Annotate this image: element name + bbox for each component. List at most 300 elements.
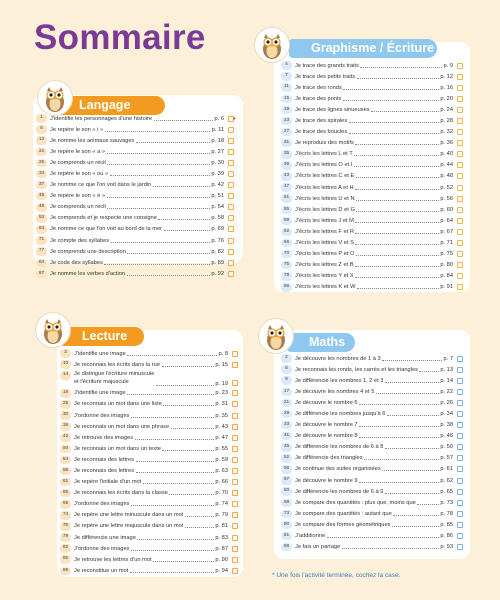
list-item xyxy=(60,532,238,543)
checkbox[interactable] xyxy=(457,262,463,268)
dotted-leader xyxy=(185,527,214,528)
checkbox[interactable] xyxy=(457,367,463,373)
activity-label: Je reconnais des lettres xyxy=(74,467,135,474)
activity-number: 34 xyxy=(36,170,47,179)
page-number: p. 76 xyxy=(211,237,224,244)
checkbox[interactable] xyxy=(232,501,238,507)
checkbox[interactable] xyxy=(457,433,463,439)
dotted-leader xyxy=(385,448,439,449)
list-item xyxy=(36,235,234,246)
checkbox[interactable] xyxy=(228,204,234,210)
dotted-leader xyxy=(130,572,214,573)
checkbox[interactable] xyxy=(457,185,463,191)
list-item xyxy=(60,410,238,421)
activity-number: 25 xyxy=(36,159,47,168)
page-number: p. 18 xyxy=(211,137,224,144)
list-item xyxy=(281,364,463,375)
page-number: p. 69 xyxy=(211,226,224,233)
activity-number: 79 xyxy=(281,272,292,281)
activity-label: J'écris les lettres V et S xyxy=(295,240,354,247)
activity-label: J'écris les lettres O et I xyxy=(295,162,353,169)
activity-number: 65 xyxy=(60,489,71,498)
activity-label: J'écris les lettres L et T xyxy=(295,151,353,158)
activity-label-line: et l'écriture majuscule xyxy=(74,378,129,385)
activity-label: Je compare des quantités : autant que xyxy=(295,510,392,517)
page-number: p. 67 xyxy=(440,228,453,235)
checkbox[interactable] xyxy=(457,522,463,528)
checkbox[interactable] xyxy=(457,444,463,450)
page-number: p. 81 xyxy=(215,523,228,530)
checkbox[interactable] xyxy=(457,411,463,417)
activity-label: J'écris les lettres U et N xyxy=(295,195,355,202)
page-number: p. 60 xyxy=(440,206,453,213)
dotted-leader xyxy=(110,175,210,176)
dotted-leader xyxy=(354,166,439,167)
checkbox[interactable] xyxy=(457,63,463,69)
activity-label: Je reconnais les écrits dans la classe xyxy=(74,490,168,497)
activity-label: J'écris les lettres K et W xyxy=(295,284,356,291)
activity-number: 22 xyxy=(36,148,47,157)
list-item xyxy=(60,432,238,443)
checkbox[interactable] xyxy=(457,273,463,279)
page-number: p. 35 xyxy=(215,412,228,419)
page-number: p. 73 xyxy=(440,499,453,506)
dotted-leader xyxy=(127,253,209,254)
dotted-leader xyxy=(355,144,439,145)
checkbox[interactable] xyxy=(457,85,463,91)
activity-label: Je différencie les nombres jusqu'à 6 xyxy=(295,411,386,418)
activity-number: 11 xyxy=(281,83,292,92)
dotted-leader xyxy=(169,494,213,495)
list-item xyxy=(281,238,463,249)
page-number: p. 12 xyxy=(440,73,453,80)
page-number: p. 16 xyxy=(440,84,453,91)
page-number: p. 82 xyxy=(211,248,224,255)
page-number: p. 9 xyxy=(443,62,453,69)
checkbox[interactable] xyxy=(228,238,234,244)
activity-label: Je nomme ce que l'on voit dans le jardin xyxy=(50,182,152,189)
maths-header: Maths xyxy=(287,333,355,352)
page-number: p. 31 xyxy=(215,401,228,408)
footnote: * Une fois l'activité terminée, cochez la case. xyxy=(272,572,401,579)
list-item xyxy=(36,124,234,135)
activity-label: J'écris les lettres Y et X xyxy=(295,273,354,280)
dotted-leader xyxy=(355,244,438,245)
activity-number: 59 xyxy=(281,217,292,226)
activity-label: Je trace des boucles xyxy=(295,129,348,136)
dotted-leader xyxy=(355,233,438,234)
activity-label: J'identifie les personnages d'une histoire xyxy=(50,115,153,122)
checkbox[interactable] xyxy=(457,240,463,246)
checkbox[interactable] xyxy=(457,118,463,124)
list-item xyxy=(281,82,463,93)
checkbox[interactable] xyxy=(457,129,463,135)
activity-label: Je reconnais des lettres xyxy=(74,456,135,463)
dotted-leader xyxy=(135,439,214,440)
list-item xyxy=(281,453,463,464)
dotted-leader xyxy=(136,472,214,473)
list-item xyxy=(281,386,463,397)
page-number: p. 27 xyxy=(211,148,224,155)
dotted-leader xyxy=(385,493,439,494)
checkbox[interactable] xyxy=(457,400,463,406)
checkbox[interactable] xyxy=(457,284,463,290)
page-number: p. 92 xyxy=(211,270,224,277)
page-number: p. 90 xyxy=(215,556,228,563)
maths-list xyxy=(281,353,463,553)
activity-number: 45 xyxy=(281,443,292,452)
checkbox[interactable] xyxy=(457,455,463,461)
list-item xyxy=(36,246,234,257)
checkbox[interactable] xyxy=(457,96,463,102)
checkbox[interactable] xyxy=(457,218,463,224)
checkbox[interactable] xyxy=(232,435,238,441)
activity-label: J'écris les lettres A et H xyxy=(295,184,354,191)
dotted-leader xyxy=(356,200,439,201)
activity-number: 88 xyxy=(281,543,292,552)
checkbox[interactable] xyxy=(228,193,234,199)
activity-label: Je repère le son « a » xyxy=(50,148,106,155)
checkbox[interactable] xyxy=(457,544,463,550)
activity-label: Je retrouve des images xyxy=(74,434,134,441)
list-item xyxy=(281,160,463,171)
activity-number: 30 xyxy=(60,411,71,420)
dotted-leader xyxy=(359,426,439,427)
owl-icon xyxy=(254,27,290,63)
checkbox[interactable] xyxy=(232,568,238,574)
activity-number: 14 xyxy=(60,371,71,380)
activity-label-line: Je distingue l'écriture minuscule xyxy=(74,371,155,378)
dotted-leader xyxy=(387,415,439,416)
checkbox[interactable] xyxy=(457,422,463,428)
activity-number: 76 xyxy=(60,522,71,531)
list-item xyxy=(60,399,238,410)
checkbox[interactable] xyxy=(232,490,238,496)
activity-label: Je reconnais un mot dans une phrase xyxy=(74,423,170,430)
page-number: p. 91 xyxy=(440,284,453,291)
dotted-leader xyxy=(185,516,214,517)
checkbox[interactable] xyxy=(232,380,238,386)
list-item xyxy=(281,375,463,386)
checkbox[interactable] xyxy=(457,356,463,362)
page-number: p. 23 xyxy=(215,390,228,397)
checkbox[interactable] xyxy=(457,151,463,157)
activity-number: 60 xyxy=(281,487,292,496)
list-item xyxy=(281,104,463,115)
page-number: p. 87 xyxy=(215,545,228,552)
activity-label: Je différencie une image xyxy=(74,534,136,541)
activity-label: J'écris les lettres Z et B xyxy=(295,262,354,269)
list-item xyxy=(281,442,463,453)
checkbox[interactable] xyxy=(232,557,238,563)
activity-number: 46 xyxy=(36,192,47,201)
page-number: p. 52 xyxy=(440,184,453,191)
list-item xyxy=(281,271,463,282)
checkbox[interactable] xyxy=(232,362,238,368)
dotted-leader xyxy=(131,417,214,418)
activity-number: 68 xyxy=(281,499,292,508)
dotted-leader xyxy=(376,393,439,394)
dotted-leader xyxy=(153,561,214,562)
checkbox[interactable] xyxy=(232,468,238,474)
dotted-leader xyxy=(359,482,439,483)
checkbox[interactable] xyxy=(232,351,238,357)
checkbox[interactable] xyxy=(232,457,238,463)
activity-number: 51 xyxy=(281,194,292,203)
dotted-leader xyxy=(357,78,439,79)
dotted-leader xyxy=(356,211,438,212)
activity-label: Je fais un partage xyxy=(295,544,341,551)
dotted-leader xyxy=(162,366,214,367)
dotted-leader xyxy=(154,120,213,121)
checkbox[interactable] xyxy=(228,260,234,266)
checkbox[interactable] xyxy=(457,378,463,384)
list-item xyxy=(60,521,238,532)
activity-label: Je comprends un récit xyxy=(50,204,106,211)
dotted-leader xyxy=(357,288,439,289)
page-number: p. 6 xyxy=(214,115,224,122)
list-item xyxy=(281,508,463,519)
activity-number: 55 xyxy=(281,206,292,215)
dotted-leader xyxy=(349,133,439,134)
activity-label: Je repère le son « i » xyxy=(50,126,104,133)
langage-header: Langage xyxy=(57,96,165,115)
activity-label: Je reconnais les écrits dans la rue xyxy=(74,361,160,368)
activity-number: 66 xyxy=(281,239,292,248)
dotted-leader xyxy=(349,122,439,123)
dotted-leader xyxy=(419,371,438,372)
graphisme-list xyxy=(281,60,463,293)
checkbox[interactable] xyxy=(457,207,463,213)
activity-number: 78 xyxy=(60,533,71,542)
activity-number: 1 xyxy=(36,114,47,123)
checkbox[interactable] xyxy=(228,127,234,133)
dotted-leader xyxy=(127,275,210,276)
list-item xyxy=(36,224,234,235)
list-item xyxy=(60,488,238,499)
activity-number: 41 xyxy=(281,432,292,441)
activity-number: 50 xyxy=(60,445,71,454)
activity-number: 86 xyxy=(281,283,292,292)
checkbox[interactable] xyxy=(228,138,234,144)
activity-label: Je découvre les nombres 4 et 5 xyxy=(295,388,375,395)
checkbox[interactable] xyxy=(457,466,463,472)
checkbox[interactable] xyxy=(228,160,234,166)
list-item xyxy=(281,249,463,260)
activity-number: 61 xyxy=(60,478,71,487)
lecture-header: Lecture xyxy=(60,327,144,346)
activity-label: Je repère le son « é » xyxy=(50,193,106,200)
list-item xyxy=(281,260,463,271)
list-item xyxy=(60,565,238,576)
activity-number: 18 xyxy=(60,389,71,398)
asterisk-mark: * xyxy=(233,117,236,124)
checkbox[interactable] xyxy=(457,511,463,517)
checkbox[interactable] xyxy=(228,215,234,221)
dotted-leader xyxy=(392,526,439,527)
activity-number: 31 xyxy=(281,139,292,148)
checkbox[interactable] xyxy=(457,533,463,539)
activity-number: 17 xyxy=(281,388,292,397)
checkbox[interactable] xyxy=(457,140,463,146)
dotted-leader xyxy=(359,404,439,405)
dotted-leader xyxy=(131,550,214,551)
page-number: p. 63 xyxy=(215,467,228,474)
dotted-leader xyxy=(143,483,214,484)
dotted-leader xyxy=(385,382,439,383)
page-number: p. 15 xyxy=(215,361,228,368)
activity-label: J'ordonne des images xyxy=(74,501,130,508)
dotted-leader xyxy=(153,186,210,187)
activity-number: 89 xyxy=(60,567,71,576)
activity-label: Je compare des formes géométriques xyxy=(295,521,391,528)
activity-label: Je nomme ce que l'on voit au bord de la mer xyxy=(50,226,163,233)
activity-number: 8 xyxy=(281,365,292,374)
checkbox[interactable] xyxy=(228,226,234,232)
list-item xyxy=(281,464,463,475)
page-number: p. 26 xyxy=(440,399,453,406)
checkbox[interactable] xyxy=(457,478,463,484)
activity-number: 77 xyxy=(36,247,47,256)
checkbox[interactable] xyxy=(232,413,238,419)
list-item xyxy=(60,388,238,399)
checkbox[interactable] xyxy=(457,196,463,202)
activity-label: Je retrouve les lettres d'un mot xyxy=(74,556,152,563)
dotted-leader xyxy=(356,177,439,178)
page-number: p. 57 xyxy=(440,455,453,462)
dotted-leader xyxy=(107,153,210,154)
dotted-leader xyxy=(417,504,439,505)
list-item xyxy=(36,202,234,213)
dotted-leader xyxy=(104,264,210,265)
list-item xyxy=(281,71,463,82)
checkbox[interactable] xyxy=(457,229,463,235)
dotted-leader xyxy=(105,131,211,132)
dotted-leader xyxy=(354,155,439,156)
page-number: p. 89 xyxy=(211,259,224,266)
page-number: p. 75 xyxy=(440,251,453,258)
checkbox[interactable] xyxy=(228,249,234,255)
activity-number: 6 xyxy=(36,125,47,134)
list-item xyxy=(281,519,463,530)
checkbox[interactable] xyxy=(457,74,463,80)
dotted-leader xyxy=(382,470,439,471)
list-item xyxy=(36,268,234,279)
activity-label: Je découvre le nombre 8 xyxy=(295,433,358,440)
dotted-leader xyxy=(359,437,439,438)
activity-label: Je compare des quantités : plus que, moins que xyxy=(295,499,416,506)
checkbox[interactable] xyxy=(457,107,463,113)
checkbox[interactable] xyxy=(232,523,238,529)
dotted-leader xyxy=(156,385,214,386)
dotted-leader xyxy=(137,539,213,540)
checkbox[interactable] xyxy=(232,546,238,552)
checkbox[interactable] xyxy=(232,390,238,396)
activity-number: 37 xyxy=(36,181,47,190)
activity-label: J'additionne xyxy=(295,533,326,540)
dotted-leader xyxy=(107,208,209,209)
dotted-leader xyxy=(371,111,439,112)
page-number: p. 8 xyxy=(218,350,228,357)
activity-number: 69 xyxy=(60,500,71,509)
checkbox[interactable] xyxy=(228,271,234,277)
checkbox[interactable] xyxy=(232,424,238,430)
checkbox[interactable] xyxy=(232,479,238,485)
checkbox[interactable] xyxy=(232,401,238,407)
checkbox[interactable] xyxy=(457,389,463,395)
checkbox[interactable] xyxy=(457,162,463,168)
list-item xyxy=(281,171,463,182)
dotted-leader xyxy=(162,450,213,451)
checkbox[interactable] xyxy=(457,489,463,495)
checkbox[interactable] xyxy=(457,173,463,179)
activity-label: Je nomme les animaux sauvages xyxy=(50,137,135,144)
page-number: p. 34 xyxy=(440,411,453,418)
dotted-leader xyxy=(127,355,217,356)
page-number: p. 70 xyxy=(215,490,228,497)
page-number: p. 38 xyxy=(440,422,453,429)
list-item xyxy=(60,477,238,488)
page-number: p. 84 xyxy=(440,273,453,280)
activity-number: 33 xyxy=(281,421,292,430)
activity-label: J'écris les lettres C et E xyxy=(295,173,355,180)
checkbox[interactable] xyxy=(232,446,238,452)
activity-label: J'écris les lettres P et O xyxy=(295,251,355,258)
checkbox[interactable] xyxy=(228,171,234,177)
page-number: p. 86 xyxy=(440,533,453,540)
page-number: p. 65 xyxy=(440,488,453,495)
page-title: Sommaire xyxy=(34,18,206,57)
page-number: p. 61 xyxy=(440,466,453,473)
activity-number: 80 xyxy=(281,521,292,530)
dotted-leader xyxy=(342,548,439,549)
checkbox[interactable] xyxy=(457,251,463,257)
page-number: p. 22 xyxy=(440,388,453,395)
list-item xyxy=(36,213,234,224)
checkbox[interactable] xyxy=(232,535,238,541)
page-number: p. 80 xyxy=(440,262,453,269)
activity-label: Je reconnais un mot dans un texte xyxy=(74,445,161,452)
activity-number: 15 xyxy=(281,95,292,104)
dotted-leader xyxy=(136,461,214,462)
activity-label xyxy=(74,371,154,386)
activity-number: 10 xyxy=(60,360,71,369)
activity-label: Je trace des grands traits xyxy=(295,62,359,69)
activity-label: Je repère une lettre minuscule dans un mot xyxy=(74,512,184,519)
activity-label: Je comprends une description xyxy=(50,248,126,255)
activity-label: Je découvre le nombre 7 xyxy=(295,422,358,429)
activity-number: 56 xyxy=(281,465,292,474)
checkbox[interactable] xyxy=(228,149,234,155)
activity-number: 62 xyxy=(281,228,292,237)
checkbox[interactable] xyxy=(228,182,234,188)
dotted-leader xyxy=(131,505,214,506)
activity-number: 4 xyxy=(281,61,292,70)
list-item xyxy=(36,135,234,146)
activity-number: 27 xyxy=(281,128,292,137)
activity-number: 39 xyxy=(281,161,292,170)
dotted-leader xyxy=(327,537,439,538)
activity-number: 47 xyxy=(281,183,292,192)
list-item xyxy=(281,282,463,293)
checkbox[interactable] xyxy=(232,512,238,518)
checkbox[interactable] xyxy=(457,500,463,506)
graphisme-header: Graphisme / Écriture xyxy=(289,39,437,58)
activity-label: Je découvre le nombre 9 xyxy=(295,477,358,484)
page-number: p. 46 xyxy=(440,433,453,440)
page-number: p. 62 xyxy=(440,477,453,484)
list-item xyxy=(36,157,234,168)
